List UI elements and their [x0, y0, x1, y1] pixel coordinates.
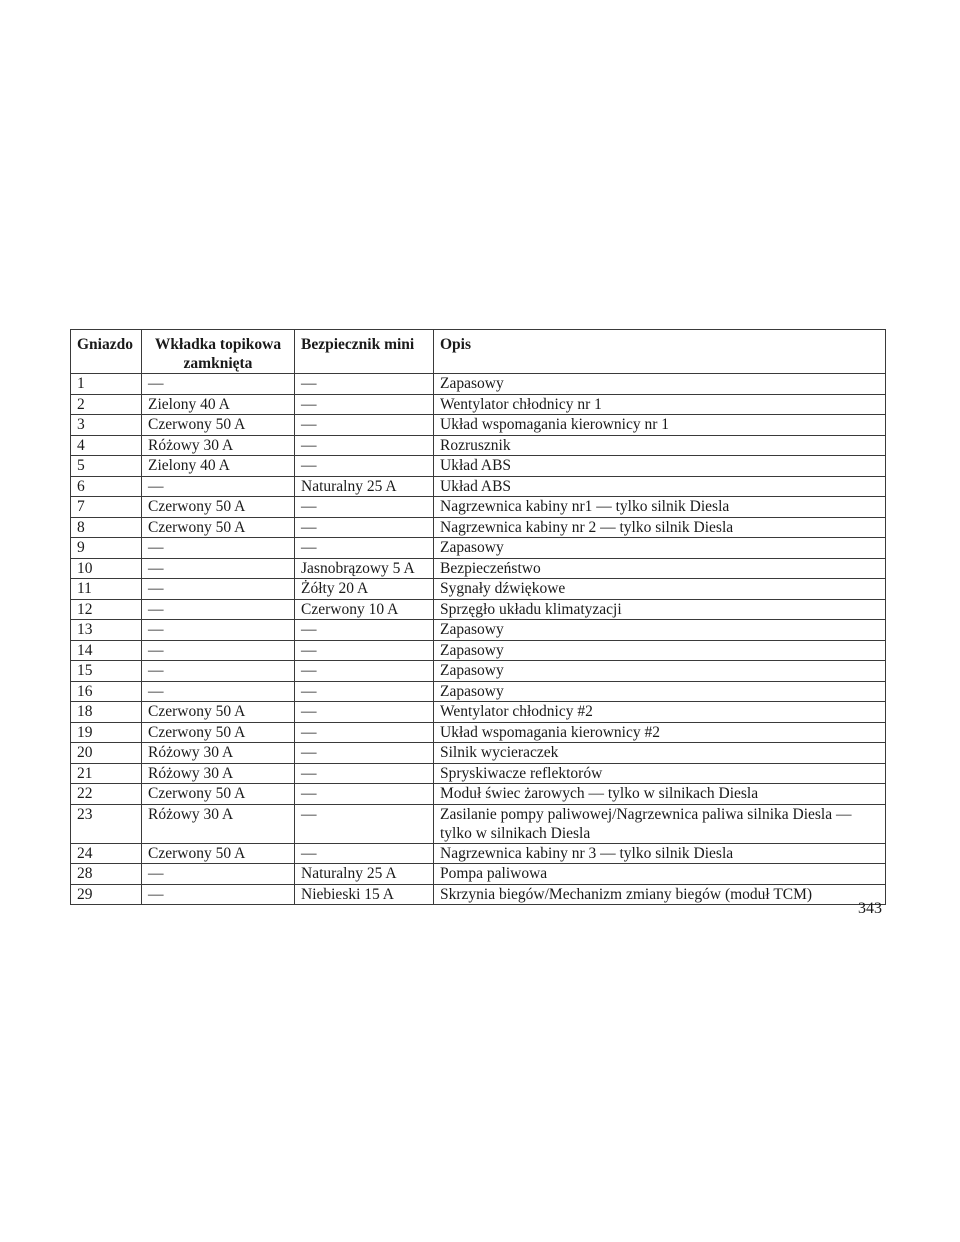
cell-description: Bezpieczeństwo: [434, 558, 886, 579]
cell-mini-fuse: —: [295, 784, 434, 805]
cell-description: Skrzynia biegów/Mechanizm zmiany biegów (moduł TCM): [434, 884, 886, 905]
cell-mini-fuse: —: [295, 497, 434, 518]
cell-mini-fuse: Żółty 20 A: [295, 579, 434, 600]
table-row: [71, 702, 886, 723]
cell-mini-fuse: —: [295, 702, 434, 723]
table-row: [71, 640, 886, 661]
cell-socket: 1: [71, 374, 142, 395]
cell-socket: 11: [71, 579, 142, 600]
table-row: [71, 435, 886, 456]
cell-socket: 23: [71, 804, 142, 843]
cell-fuse-insert: Różowy 30 A: [142, 763, 295, 784]
cell-mini-fuse: —: [295, 743, 434, 764]
cell-mini-fuse: —: [295, 456, 434, 477]
cell-mini-fuse: —: [295, 640, 434, 661]
cell-description: Zapasowy: [434, 620, 886, 641]
cell-fuse-insert: —: [142, 374, 295, 395]
cell-description: Nagrzewnica kabiny nr 2 — tylko silnik Diesla: [434, 517, 886, 538]
cell-fuse-insert: —: [142, 579, 295, 600]
cell-fuse-insert: Różowy 30 A: [142, 804, 295, 843]
cell-description: Moduł świec żarowych — tylko w silnikach Diesla: [434, 784, 886, 805]
table-row: [71, 804, 886, 843]
cell-fuse-insert: —: [142, 599, 295, 620]
cell-socket: 12: [71, 599, 142, 620]
cell-fuse-insert: —: [142, 864, 295, 885]
cell-socket: 20: [71, 743, 142, 764]
cell-fuse-insert: —: [142, 681, 295, 702]
cell-fuse-insert: —: [142, 620, 295, 641]
table-row: [71, 620, 886, 641]
cell-description: Zasilanie pompy paliwowej/Nagrzewnica paliwa silnika Diesla — tylko w silnikach Diesla: [434, 804, 886, 843]
cell-mini-fuse: —: [295, 517, 434, 538]
table-row: [71, 415, 886, 436]
cell-socket: 8: [71, 517, 142, 538]
table-row: [71, 456, 886, 477]
cell-socket: 14: [71, 640, 142, 661]
cell-mini-fuse: Jasnobrązowy 5 A: [295, 558, 434, 579]
cell-mini-fuse: Naturalny 25 A: [295, 476, 434, 497]
cell-fuse-insert: Czerwony 50 A: [142, 722, 295, 743]
table-row: [71, 763, 886, 784]
cell-socket: 29: [71, 884, 142, 905]
cell-socket: 13: [71, 620, 142, 641]
cell-description: Zapasowy: [434, 374, 886, 395]
cell-mini-fuse: Naturalny 25 A: [295, 864, 434, 885]
page-number: 343: [858, 900, 882, 917]
cell-socket: 19: [71, 722, 142, 743]
header-description: Opis: [434, 330, 886, 374]
table-row: [71, 579, 886, 600]
cell-mini-fuse: —: [295, 374, 434, 395]
cell-socket: 24: [71, 843, 142, 864]
cell-fuse-insert: Czerwony 50 A: [142, 497, 295, 518]
cell-socket: 5: [71, 456, 142, 477]
cell-description: Silnik wycieraczek: [434, 743, 886, 764]
cell-socket: 7: [71, 497, 142, 518]
cell-socket: 2: [71, 394, 142, 415]
cell-description: Zapasowy: [434, 640, 886, 661]
cell-fuse-insert: —: [142, 661, 295, 682]
cell-socket: 22: [71, 784, 142, 805]
cell-mini-fuse: —: [295, 804, 434, 843]
cell-socket: 15: [71, 661, 142, 682]
table-row: [71, 599, 886, 620]
cell-description: Układ wspomagania kierownicy nr 1: [434, 415, 886, 436]
cell-mini-fuse: —: [295, 843, 434, 864]
header-mini-fuse: Bezpiecznik mini: [295, 330, 434, 374]
cell-description: Wentylator chłodnicy #2: [434, 702, 886, 723]
cell-fuse-insert: Czerwony 50 A: [142, 517, 295, 538]
table-row: [71, 884, 886, 905]
cell-mini-fuse: —: [295, 661, 434, 682]
table-row: [71, 843, 886, 864]
cell-socket: 16: [71, 681, 142, 702]
cell-mini-fuse: —: [295, 681, 434, 702]
cell-fuse-insert: —: [142, 640, 295, 661]
table-row: [71, 784, 886, 805]
cell-mini-fuse: —: [295, 415, 434, 436]
cell-fuse-insert: —: [142, 884, 295, 905]
table-row: [71, 476, 886, 497]
cell-mini-fuse: —: [295, 722, 434, 743]
cell-mini-fuse: —: [295, 538, 434, 559]
cell-description: Wentylator chłodnicy nr 1: [434, 394, 886, 415]
cell-description: Rozrusznik: [434, 435, 886, 456]
cell-description: Pompa paliwowa: [434, 864, 886, 885]
cell-fuse-insert: Czerwony 50 A: [142, 784, 295, 805]
cell-socket: 18: [71, 702, 142, 723]
cell-mini-fuse: —: [295, 763, 434, 784]
table-row: [71, 681, 886, 702]
cell-description: Układ ABS: [434, 456, 886, 477]
table-row: [71, 517, 886, 538]
table-row: [71, 722, 886, 743]
cell-description: Nagrzewnica kabiny nr1 — tylko silnik Diesla: [434, 497, 886, 518]
cell-description: Spryskiwacze reflektorów: [434, 763, 886, 784]
table-row: [71, 661, 886, 682]
cell-fuse-insert: Czerwony 50 A: [142, 702, 295, 723]
cell-socket: 28: [71, 864, 142, 885]
cell-fuse-insert: Czerwony 50 A: [142, 843, 295, 864]
table-row: [71, 394, 886, 415]
table-row: [71, 743, 886, 764]
cell-socket: 3: [71, 415, 142, 436]
cell-fuse-insert: —: [142, 476, 295, 497]
cell-description: Układ ABS: [434, 476, 886, 497]
cell-description: Nagrzewnica kabiny nr 3 — tylko silnik Diesla: [434, 843, 886, 864]
cell-description: Zapasowy: [434, 661, 886, 682]
cell-mini-fuse: Niebieski 15 A: [295, 884, 434, 905]
header-fuse-insert-line1: Wkładka topikowa: [154, 336, 282, 353]
cell-fuse-insert: Zielony 40 A: [142, 394, 295, 415]
cell-description: Sprzęgło układu klimatyzacji: [434, 599, 886, 620]
cell-description: Zapasowy: [434, 538, 886, 559]
cell-fuse-insert: —: [142, 558, 295, 579]
cell-mini-fuse: —: [295, 435, 434, 456]
cell-description: Układ wspomagania kierownicy #2: [434, 722, 886, 743]
cell-mini-fuse: —: [295, 620, 434, 641]
table-row: [71, 538, 886, 559]
table-row: [71, 558, 886, 579]
cell-socket: 6: [71, 476, 142, 497]
table-row: [71, 374, 886, 395]
cell-description: Sygnały dźwiękowe: [434, 579, 886, 600]
cell-socket: 10: [71, 558, 142, 579]
cell-mini-fuse: Czerwony 10 A: [295, 599, 434, 620]
cell-description: Zapasowy: [434, 681, 886, 702]
table-header-row: [71, 330, 886, 374]
cell-fuse-insert: —: [142, 538, 295, 559]
cell-socket: 21: [71, 763, 142, 784]
cell-socket: 4: [71, 435, 142, 456]
cell-mini-fuse: —: [295, 394, 434, 415]
table-row: [71, 864, 886, 885]
cell-fuse-insert: Czerwony 50 A: [142, 415, 295, 436]
cell-fuse-insert: Różowy 30 A: [142, 743, 295, 764]
cell-fuse-insert: Zielony 40 A: [142, 456, 295, 477]
table-row: [71, 497, 886, 518]
fuse-table: [70, 329, 886, 905]
header-fuse-insert: [142, 330, 295, 374]
header-socket: Gniazdo: [71, 330, 142, 374]
header-fuse-insert-line2: zamknięta: [183, 355, 253, 372]
cell-fuse-insert: Różowy 30 A: [142, 435, 295, 456]
cell-socket: 9: [71, 538, 142, 559]
